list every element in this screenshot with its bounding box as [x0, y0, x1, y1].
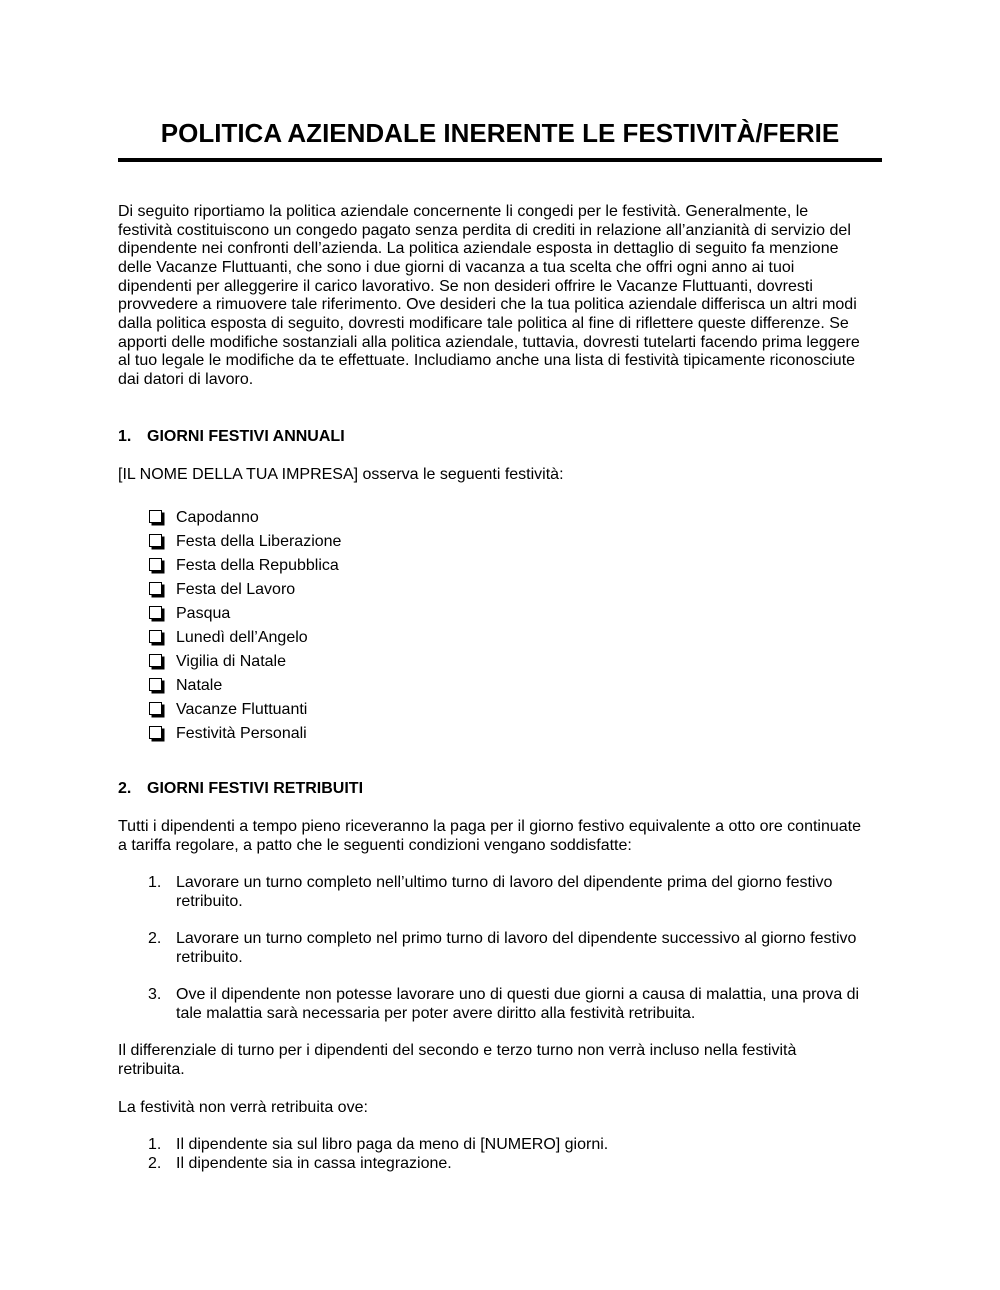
checkbox-bullet-icon [149, 606, 162, 619]
intro-line: al tuo legale le modifiche da te effettuate. Includiamo anche una lista di festività tipicamente riconosciute [118, 352, 856, 370]
condition-line: retribuito. [176, 948, 243, 966]
holiday-list-lead-text: [IL NOME DELLA TUA IMPRESA] osserva le seguenti festività: [118, 466, 564, 483]
checkbox-bullet-icon [149, 726, 162, 739]
list-number: 3. [148, 986, 162, 1003]
checkbox-bullet-icon [149, 678, 162, 691]
holiday-label: Festa della Liberazione [176, 533, 342, 550]
section-number: 1. [118, 428, 132, 445]
holiday-checklist [118, 506, 882, 746]
list-number: 1. [148, 1136, 162, 1153]
condition-line: tale malattia sarà necessaria per poter avere diritto alla festività retribuita. [176, 1004, 696, 1022]
checkbox-bullet-icon [149, 534, 162, 547]
intro-line: apporti delle modifiche sostanziali alla politica aziendale, tuttavia, dovresti tutelarti facendo prima leggere [118, 333, 860, 351]
intro-line: Di seguito riportiamo la politica aziendale concernente li congedi per le festività. Generalmente, le [118, 203, 809, 220]
exclusion-lead [118, 1099, 368, 1118]
intro-line: festività costituiscono un congedo pagato senza perdita di crediti in relazione all’anzianità di servizio del [118, 221, 851, 239]
section-heading-paid-holidays [118, 780, 882, 799]
condition-line: Lavorare un turno completo nel primo turno di lavoro del dipendente successivo al giorno festivo [176, 930, 857, 947]
holiday-label: Pasqua [176, 605, 231, 622]
condition-item [118, 986, 882, 1023]
paragraph-line: Tutti i dipendenti a tempo pieno riceveranno la paga per il giorno festivo equivalente a otto ore continuate [118, 818, 861, 835]
intro-line: provvedere a rimuovere tale riferimento. Ove desideri che la tua politica aziendale differisca un altri modi [118, 296, 857, 314]
holiday-item [118, 578, 882, 602]
holiday-label: Capodanno [176, 509, 259, 526]
holiday-list-lead [118, 466, 564, 485]
list-number: 2. [148, 930, 162, 947]
holiday-item [118, 602, 882, 626]
paragraph-line: retribuita. [118, 1060, 185, 1078]
holiday-label: Natale [176, 677, 223, 694]
checkbox-bullet-icon [149, 630, 162, 643]
intro-paragraph [118, 203, 860, 390]
checkbox-bullet-icon [149, 654, 162, 667]
holiday-item [118, 506, 882, 530]
section-heading-annual-holidays [118, 428, 882, 447]
exclusion-item [118, 1155, 882, 1174]
checkbox-bullet-icon [149, 510, 162, 523]
exclusion-item [118, 1136, 882, 1155]
holiday-item [118, 674, 882, 698]
list-number: 1. [148, 874, 162, 891]
section-number: 2. [118, 780, 132, 797]
holiday-item [118, 530, 882, 554]
page-title: POLITICA AZIENDALE INERENTE LE FESTIVITÀ/FERIE [160, 118, 840, 148]
holiday-item [118, 722, 882, 746]
holiday-label: Vacanze Fluttuanti [176, 701, 308, 718]
paragraph-line: Il differenziale di turno per i dipendenti del secondo e terzo turno non verrà incluso nella festività [118, 1042, 797, 1059]
list-number: 2. [148, 1154, 162, 1172]
exclusion-line: Il dipendente sia sul libro paga da meno di [NUMERO] giorni. [176, 1136, 609, 1153]
holiday-label: Vigilia di Natale [176, 653, 286, 670]
section-title: GIORNI FESTIVI RETRIBUITI [147, 780, 364, 797]
holiday-item [118, 698, 882, 722]
paragraph-line: a tariffa regolare, a patto che le seguenti condizioni vengano soddisfatte: [118, 836, 632, 854]
exclusion-line: Il dipendente sia in cassa integrazione. [176, 1154, 452, 1172]
condition-item [118, 930, 882, 967]
checkbox-bullet-icon [149, 558, 162, 571]
intro-line: dipendente nei confronti dell’azienda. La politica aziendale esposta in dettaglio di seguito fa menzione [118, 240, 839, 258]
exclusion-text [176, 1136, 882, 1155]
holiday-label: Festa del Lavoro [176, 581, 296, 598]
title-rule [118, 158, 882, 162]
checkbox-bullet-icon [149, 582, 162, 595]
holiday-item [118, 626, 882, 650]
intro-line: dai datori di lavoro. [118, 370, 254, 388]
condition-text [176, 874, 882, 911]
checkbox-bullet-icon [149, 702, 162, 715]
holiday-item [118, 554, 882, 578]
condition-item [118, 874, 882, 911]
condition-text [176, 930, 882, 967]
paid-holiday-paragraph [118, 818, 861, 855]
intro-line: delle Vacanze Fluttuanti, che sono i due giorni di vacanza a tua scelta che offri ogni anno ai tuoi [118, 258, 795, 276]
holiday-label: Lunedì dell’Angelo [176, 629, 308, 646]
condition-line: Ove il dipendente non potesse lavorare uno di questi due giorni a causa di malattia, una prova di [176, 986, 860, 1003]
section-title: GIORNI FESTIVI ANNUALI [147, 428, 345, 445]
intro-line: dalla politica esposta di seguito, dovresti modificare tale politica al fine di riflettere queste differenze. Se [118, 314, 849, 332]
holiday-item [118, 650, 882, 674]
holiday-label: Festività Personali [176, 725, 307, 742]
exclusion-lead-text: La festività non verrà retribuita ove: [118, 1099, 368, 1116]
exclusion-text [176, 1155, 882, 1174]
shift-differential-paragraph [118, 1042, 796, 1079]
intro-line: dipendenti per alleggerire il carico lavorativo. Se non desideri offrire le Vacanze Fluttuanti, dovresti [118, 277, 813, 295]
condition-line: retribuito. [176, 892, 243, 910]
condition-text [176, 986, 882, 1023]
condition-line: Lavorare un turno completo nell’ultimo turno di lavoro del dipendente prima del giorno festivo [176, 874, 833, 891]
holiday-label: Festa della Repubblica [176, 557, 339, 574]
